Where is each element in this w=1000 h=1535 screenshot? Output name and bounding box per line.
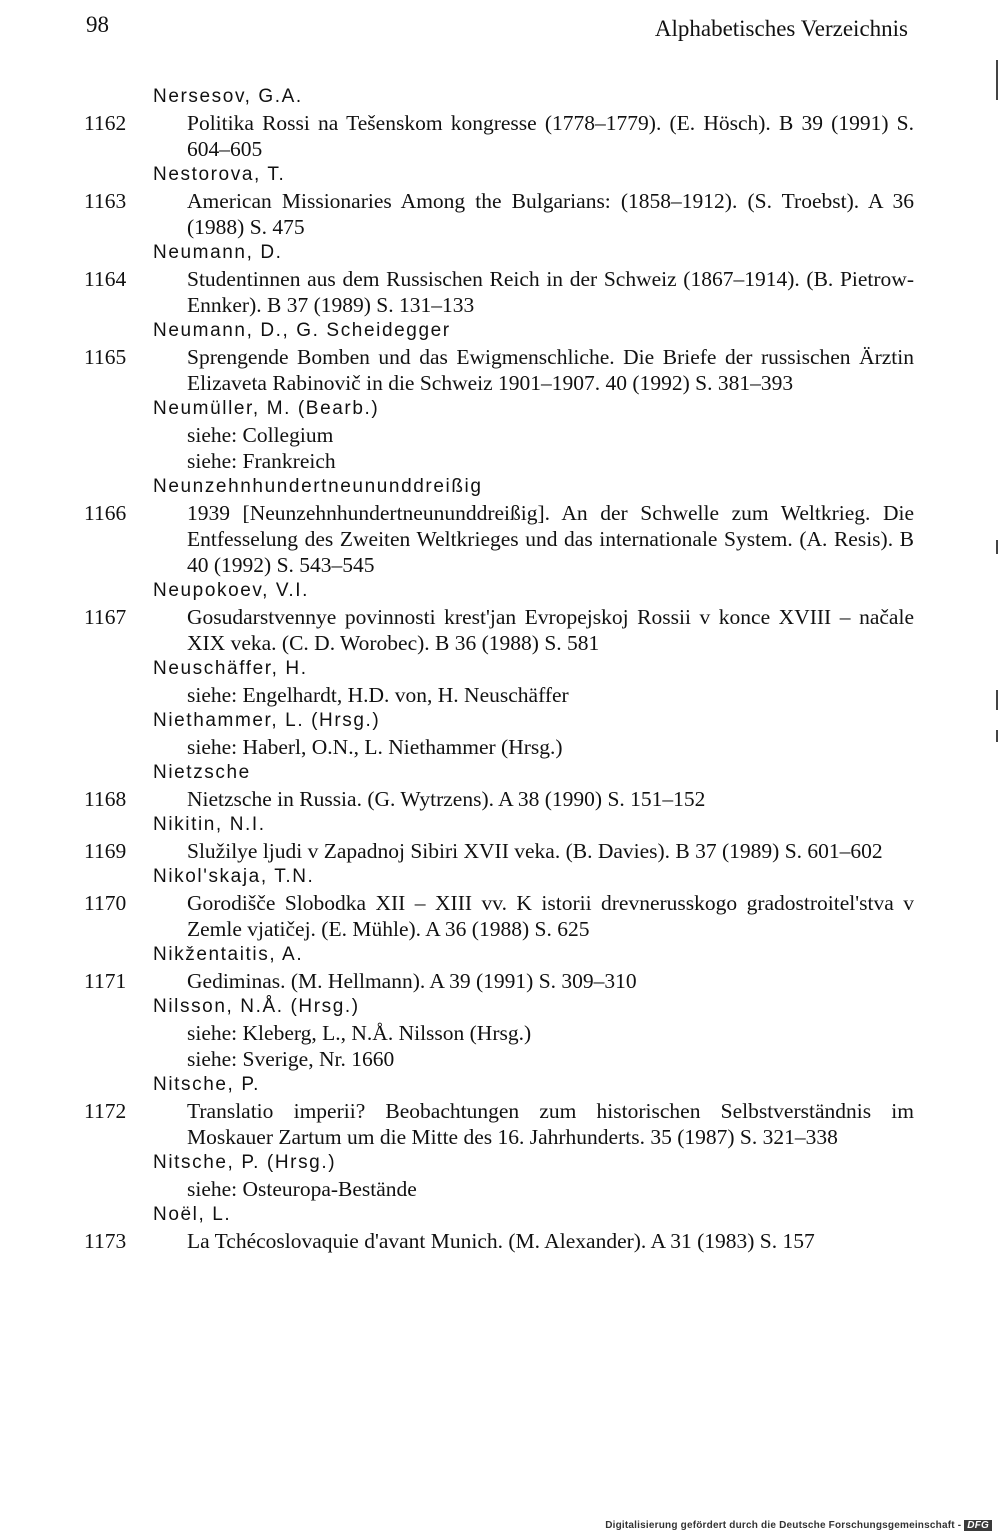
entry-text: American Missionaries Among the Bulgarians: (1858–1912). (S. Troebst). A 36 (1988) S. 475 (187, 189, 914, 239)
author-heading: Niethammer, L. (Hrsg.) (153, 710, 381, 731)
index-entry (84, 968, 914, 994)
index-entry (84, 266, 914, 318)
see-text: siehe: Collegium (187, 423, 334, 447)
index-entry (84, 1228, 914, 1254)
index-entry (84, 604, 914, 656)
entry-text: Sprengende Bomben und das Ewigmenschliche. Die Briefe der russischen Ärztin Elizaveta Rabinovič in die Schweiz 1901–1907. 40 (1992) S. 381–393 (187, 345, 914, 395)
entry-text: Politika Rossi na Tešenskom kongresse (1778–1779). (E. Hösch). B 39 (1991) S. 604–605 (187, 111, 914, 161)
see-reference (84, 1020, 914, 1046)
entry-text: Služilye ljudi v Zapadnoj Sibiri XVII veka. (B. Davies). B 37 (1989) S. 601–602 (187, 839, 883, 863)
entry-text: Gosudarstvennye povinnosti krest'jan Evropejskoj Rossii v konce XVIII – načale XIX veka. (C. D. Worobec). B 36 (1988) S. 581 (187, 605, 914, 655)
see-reference (84, 422, 914, 448)
dfg-logo: DFG (964, 1520, 992, 1531)
entry-number: 1171 (84, 969, 127, 993)
footer-text: Digitalisierung gefördert durch die Deutsche Forschungsgemeinschaft - (605, 1520, 962, 1531)
footer-credit (605, 1520, 992, 1531)
see-text: siehe: Frankreich (187, 449, 336, 473)
entry-number: 1167 (84, 605, 127, 629)
index-entry (84, 786, 914, 812)
author-heading: Nikžentaitis, A. (153, 944, 304, 965)
see-text: siehe: Osteuropa-Bestände (187, 1177, 417, 1201)
index-entry (84, 890, 914, 942)
author-heading: Neumann, D. (153, 242, 283, 263)
author-heading: Nikol'skaja, T.N. (153, 866, 315, 887)
entry-text: 1939 [Neunzehnhundertneununddreißig]. An der Schwelle zum Weltkrieg. Die Entfesselung des Zweiten Weltkrieges und das internationale System. (A. Resis). B 40 (1992) S. 543–545 (187, 501, 914, 577)
see-text: siehe: Sverige, Nr. 1660 (187, 1047, 395, 1071)
index-entry (84, 1098, 914, 1150)
entry-text: Translatio imperii? Beobachtungen zum historischen Selbstverständnis im Moskauer Zartum um die Mitte des 16. Jahrhunderts. 35 (1987) S. 321–338 (187, 1099, 914, 1149)
index-entry (84, 188, 914, 240)
entry-number: 1162 (84, 111, 127, 135)
see-reference (84, 1176, 914, 1202)
index-entry (84, 500, 914, 578)
entry-number: 1168 (84, 787, 127, 811)
author-heading: Neumüller, M. (Bearb.) (153, 398, 380, 419)
author-heading: Nestorova, T. (153, 164, 286, 185)
entry-text: Gediminas. (M. Hellmann). A 39 (1991) S. 309–310 (187, 969, 637, 993)
see-reference (84, 682, 914, 708)
entry-number: 1166 (84, 501, 127, 525)
index-entry (84, 344, 914, 396)
entry-text: Nietzsche in Russia. (G. Wytrzens). A 38 (1990) S. 151–152 (187, 787, 706, 811)
entry-text: Studentinnen aus dem Russischen Reich in der Schweiz (1867–1914). (B. Pietrow-Ennker). B 37 (1989) S. 131–133 (187, 267, 914, 317)
index-entry (84, 838, 914, 864)
author-heading: Nitsche, P. (153, 1074, 261, 1095)
author-heading: Nietzsche (153, 762, 251, 783)
see-text: siehe: Engelhardt, H.D. von, H. Neuschäffer (187, 683, 569, 707)
see-text: siehe: Haberl, O.N., L. Niethammer (Hrsg.) (187, 735, 563, 759)
entry-number: 1170 (84, 891, 127, 915)
author-heading: Nitsche, P. (Hrsg.) (153, 1152, 337, 1173)
entry-text: Gorodišče Slobodka XII – XIII vv. K istorii drevnerusskogo gradostroitel'stva v Zemle vjatičej. (E. Mühle). A 36 (1988) S. 625 (187, 891, 914, 941)
entry-number: 1173 (84, 1229, 127, 1253)
entry-number: 1164 (84, 267, 127, 291)
see-reference (84, 1046, 914, 1072)
author-heading: Neunzehnhundertneununddreißig (153, 476, 483, 497)
author-heading: Noël, L. (153, 1204, 232, 1225)
author-heading: Neumann, D., G. Scheidegger (153, 320, 451, 341)
author-heading: Neupokoev, V.I. (153, 580, 310, 601)
entry-number: 1165 (84, 345, 127, 369)
author-heading: Neuschäffer, H. (153, 658, 308, 679)
entry-number: 1163 (84, 189, 127, 213)
author-heading: Nersesov, G.A. (153, 86, 303, 107)
see-reference (84, 448, 914, 474)
index-entries (84, 84, 914, 1254)
author-heading: Nilsson, N.Å. (Hrsg.) (153, 996, 360, 1017)
entry-number: 1172 (84, 1099, 127, 1123)
entry-text: La Tchécoslovaquie d'avant Munich. (M. Alexander). A 31 (1983) S. 157 (187, 1229, 815, 1253)
page-number: 98 (86, 12, 109, 37)
running-title: Alphabetisches Verzeichnis (654, 16, 908, 41)
entry-number: 1169 (84, 839, 127, 863)
author-heading: Nikitin, N.I. (153, 814, 266, 835)
see-text: siehe: Kleberg, L., N.Å. Nilsson (Hrsg.) (187, 1021, 532, 1045)
see-reference (84, 734, 914, 760)
index-entry (84, 110, 914, 162)
